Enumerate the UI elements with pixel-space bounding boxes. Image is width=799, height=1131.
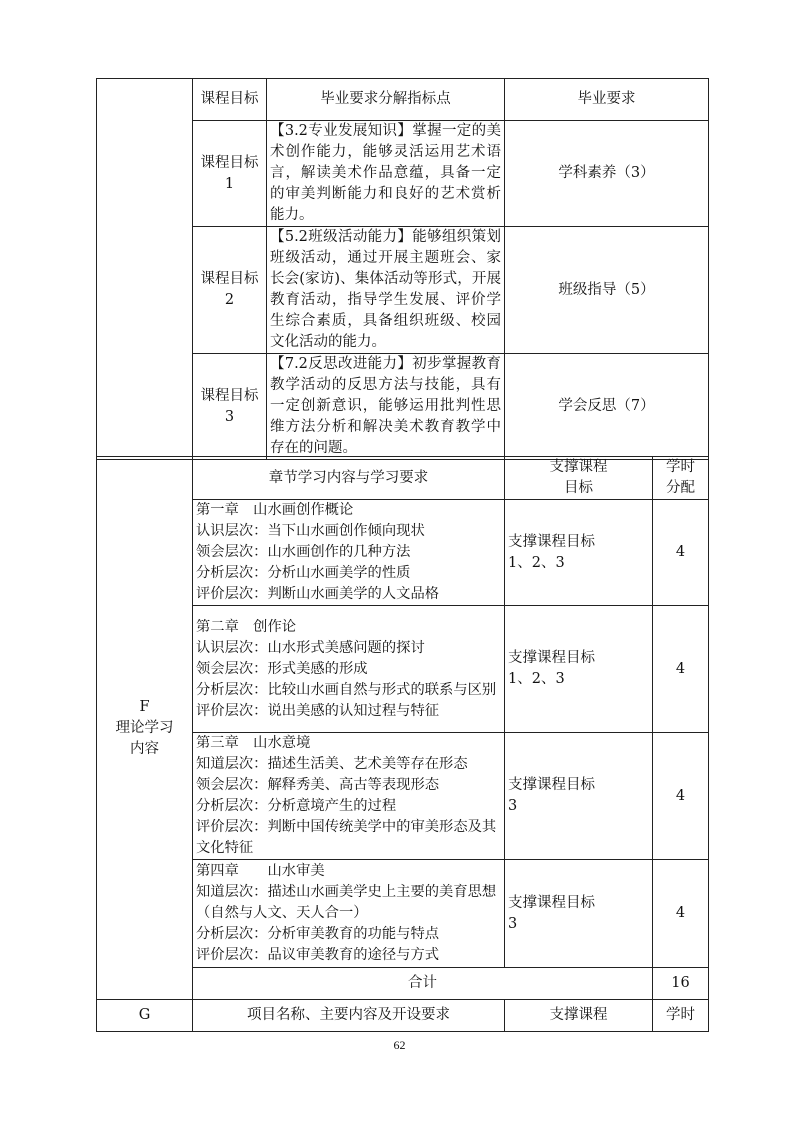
chapter-line: 领会层次：山水画创作的几种方法 (196, 544, 411, 560)
goal-indicator: 【7.2反思改进能力】初步掌握教育教学活动的反思方法与技能，具有一定创新意识，能够运用批判性思维方法分析和解决美术教育教学中存在的问题。 (267, 354, 505, 460)
chapter-support (505, 500, 653, 606)
syllabus-table (96, 78, 709, 460)
goal-label-cell (193, 227, 267, 354)
chapter-line: 评价层次：说出美感的认知过程与特征 (196, 702, 440, 719)
total-hours: 16 (653, 968, 709, 1000)
hours-header-line1: 学时 (666, 459, 695, 475)
goal-label: 课程目标 (200, 271, 259, 287)
practice-header-row (97, 1000, 709, 1032)
theory-table (96, 456, 709, 1032)
practice-header-support: 支撑课程 (505, 1000, 653, 1032)
goal-requirement: 学会反思（7） (505, 354, 709, 460)
goal-indicator: 【5.2班级活动能力】能够组织策划班级活动，通过开展主题班会、家长会(家访)、集体活动等形式，开展教育活动，指导学生发展、评价学生综合素质，具备组织班级、校园文化活动的能力。 (267, 227, 505, 354)
chapter-line: 认识层次：山水形式美感问题的探讨 (196, 639, 425, 656)
goal-requirement: 学科素养（3） (505, 121, 709, 227)
theory-label-line1: 理论学习 (115, 719, 174, 736)
chapter-hours: 4 (653, 860, 709, 968)
theory-label-line2: 内容 (130, 740, 159, 757)
chapter-content (193, 606, 505, 733)
goal-label-cell (193, 121, 267, 227)
chapter-content (193, 860, 505, 968)
goal-label-cell (193, 354, 267, 460)
theory-code: F (139, 698, 150, 715)
chapter-line: 领会层次：解释秀美、高古等表现形态 (196, 777, 440, 793)
chapter-title: 第二章 创作论 (196, 618, 297, 635)
chapter-title: 第四章 山水审美 (196, 863, 325, 879)
support-header-line1: 支撑课程 (549, 459, 608, 475)
chapter-support (505, 733, 653, 860)
chapter-line: 领会层次：形式美感的形成 (196, 660, 368, 677)
theory-header-hours (653, 457, 709, 500)
chapter-content (193, 733, 505, 860)
chapter-line: 分析层次：分析审美教育的功能与特点 (196, 926, 440, 942)
goal-indicator: 【3.2专业发展知识】掌握一定的美术创作能力，能够灵活运用艺术语言，解读美术作品意蕴，具备一定的审美判断能力和良好的艺术赏析能力。 (267, 121, 505, 227)
goal-number: 2 (224, 292, 235, 308)
chapter-line: 评价层次：判断山水画美学的人文品格 (196, 586, 440, 602)
support-line1: 支撑课程目标 (508, 894, 595, 911)
chapter-support (505, 606, 653, 733)
practice-section-label: G (97, 1000, 193, 1032)
chapter-hours: 4 (653, 606, 709, 733)
support-line2: 1、2、3 (508, 671, 565, 687)
chapter-title: 第三章 山水意境 (196, 735, 311, 751)
chapter-title: 第一章 山水画创作概论 (196, 502, 354, 518)
chapter-content (193, 500, 505, 606)
goal-number: 3 (224, 408, 235, 425)
goal-requirement: 班级指导（5） (505, 227, 709, 354)
goals-header-row (97, 79, 709, 121)
support-line2: 3 (508, 915, 518, 932)
page-number: 62 (393, 1038, 406, 1052)
chapter-line: 分析层次：分析山水画美学的性质 (196, 565, 411, 581)
theory-section-label (97, 457, 193, 1000)
goals-left-blank-cell (97, 79, 193, 460)
practice-header-content: 项目名称、主要内容及开设要求 (193, 1000, 505, 1032)
theory-header-row (97, 457, 709, 500)
chapter-hours: 4 (653, 733, 709, 860)
goal-label: 课程目标 (200, 154, 259, 171)
support-line1: 支撑课程目标 (508, 650, 595, 666)
chapter-line: 评价层次：判断中国传统美学中的审美形态及其文化特征 (196, 819, 497, 856)
support-line2: 3 (508, 798, 518, 814)
goal-number: 1 (224, 175, 235, 192)
total-label: 合计 (193, 968, 653, 1000)
goals-header-requirement: 毕业要求 (505, 79, 709, 121)
chapter-hours: 4 (653, 500, 709, 606)
chapter-support (505, 860, 653, 968)
support-line1: 支撑课程目标 (508, 533, 595, 550)
goal-label: 课程目标 (200, 387, 259, 404)
theory-header-content: 章节学习内容与学习要求 (193, 457, 505, 500)
support-header-line2: 目标 (564, 480, 593, 496)
goals-header-goal: 课程目标 (193, 79, 267, 121)
goals-header-indicator: 毕业要求分解指标点 (267, 79, 505, 121)
chapter-line: 认识层次：当下山水画创作倾向现状 (196, 523, 425, 539)
hours-header-line2: 分配 (666, 480, 695, 496)
chapter-line: 评价层次：品议审美教育的途径与方式 (196, 947, 440, 963)
chapter-line: 知道层次：描述山水画美学史上主要的美育思想（自然与人文、天人合一） (196, 884, 497, 921)
support-line1: 支撑课程目标 (508, 777, 595, 793)
theory-header-support (505, 457, 653, 500)
chapter-line: 知道层次：描述生活美、艺术美等存在形态 (196, 756, 468, 772)
practice-header-hours: 学时 (653, 1000, 709, 1032)
chapter-line: 分析层次：比较山水画自然与形式的联系与区别 (196, 681, 497, 698)
support-line2: 1、2、3 (508, 554, 565, 571)
chapter-line: 分析层次：分析意境产生的过程 (196, 798, 397, 814)
